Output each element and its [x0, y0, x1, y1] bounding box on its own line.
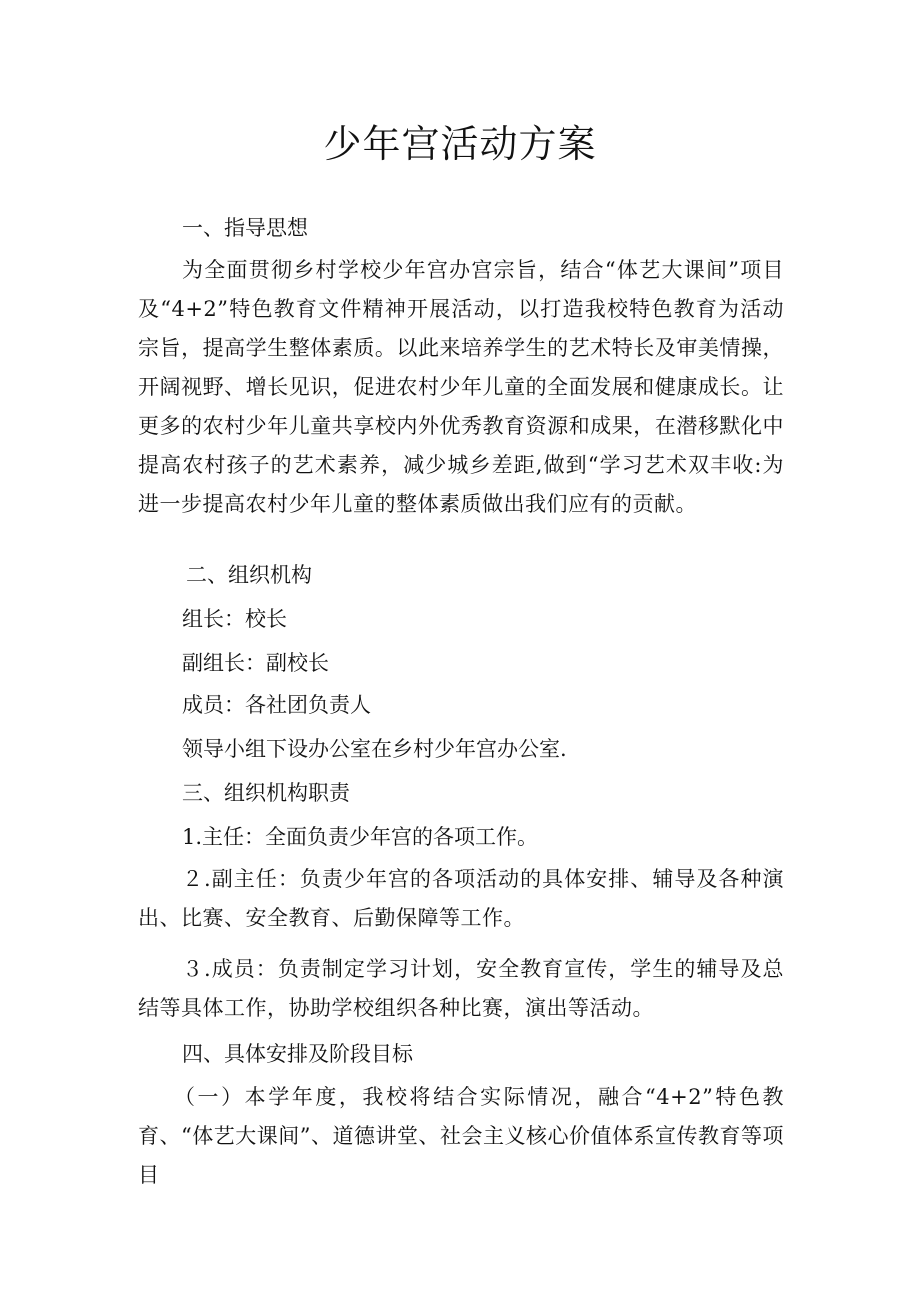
- organization-members: 成员：各社团负责人: [182, 693, 371, 717]
- responsibility-item-director: 1.主任：全面负责少年宫的各项工作。: [182, 825, 539, 849]
- organization-leader: 组长：校长: [182, 607, 287, 631]
- section-heading-arrangements: 四、具体安排及阶段目标: [182, 1042, 413, 1066]
- responsibility-item-deputy-director: ２.副主任：负责少年宫的各项活动的具体安排、辅导及各种演出、比赛、安全教育、后勤保障等工作。: [138, 867, 784, 930]
- organization-deputy-leader: 副组长：副校长: [182, 651, 329, 675]
- responsibility-item-members: ３.成员：负责制定学习计划，安全教育宣传，学生的辅导及总结等具体工作，协助学校组织各种比赛，演出等活动。: [138, 957, 784, 1020]
- organization-office: 领导小组下设办公室在乡村少年宫办公室.: [182, 737, 567, 761]
- section-heading-responsibilities: 三、组织机构职责: [182, 781, 350, 805]
- guiding-ideology-paragraph: 为全面贯彻乡村学校少年宫办宫宗旨，结合“体艺大课间”项目及“4+2”特色教育文件精神开展活动，以打造我校特色教育为活动宗旨，提高学生整体素质。以此来培养学生的艺术特长及审美情操，开阔视野、增长见识，促进农村少年儿童的全面发展和健康成长。让更多的农村少年儿童共享校内外优秀教育资源和成果，在潜移默化中提高农村孩子的艺术素养，减少城乡差距,做到“学习艺术双丰收:为进一步提高农村少年儿童的整体素质做出我们应有的贡献。: [138, 258, 784, 516]
- section-heading-guiding-ideology: 一、指导思想: [182, 216, 308, 240]
- section-heading-organization: 二、组织机构: [186, 563, 312, 587]
- document-title: 少年宫活动方案: [323, 122, 597, 166]
- arrangements-paragraph-1: （一）本学年度，我校将结合实际情况，融合“4+2”特色教育、“体艺大课间”、道德讲堂、社会主义核心价值体系宣传教育等项目: [138, 1085, 784, 1187]
